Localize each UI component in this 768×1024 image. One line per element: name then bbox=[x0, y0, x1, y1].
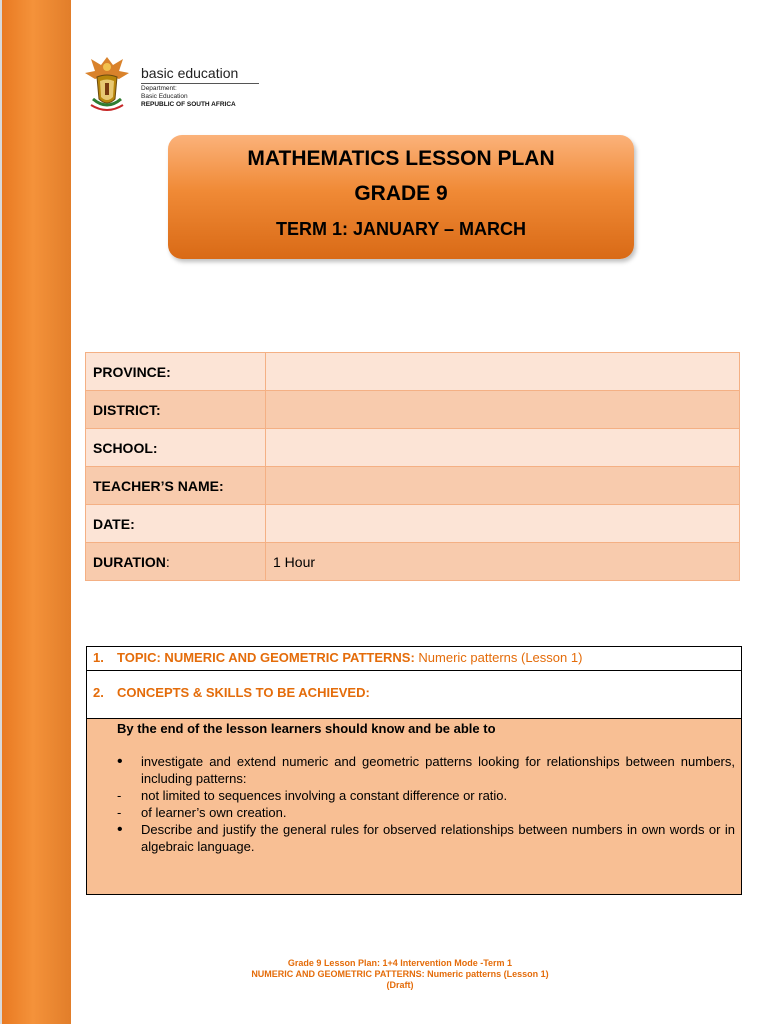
brand-subtitle-department: Department: bbox=[141, 85, 177, 92]
list-item-text: Describe and justify the general rules for observed relationships between numbers in own words or in algebraic language. bbox=[141, 822, 735, 854]
department-logo bbox=[83, 53, 263, 115]
topic-section bbox=[86, 646, 742, 895]
list-item bbox=[117, 804, 735, 821]
duration-value[interactable]: 1 Hour bbox=[266, 543, 740, 581]
coat-of-arms-icon bbox=[83, 53, 131, 115]
footer-line-3: (Draft) bbox=[386, 980, 414, 990]
brand-divider bbox=[141, 83, 259, 84]
concepts-intro: By the end of the lesson learners should know and be able to bbox=[117, 721, 496, 736]
list-item bbox=[117, 821, 735, 855]
teacher-name-label: TEACHER’S NAME: bbox=[86, 467, 266, 505]
list-item-text: investigate and extend numeric and geometric patterns looking for relationships between numbers, including patterns: bbox=[141, 754, 735, 786]
topic-number: 1. bbox=[93, 650, 104, 665]
lesson-info-table bbox=[85, 352, 740, 581]
list-item-text: not limited to sequences involving a constant difference or ratio. bbox=[141, 788, 508, 803]
table-row-date bbox=[86, 505, 740, 543]
bullet-marker: • bbox=[117, 821, 123, 838]
district-label: DISTRICT: bbox=[86, 391, 266, 429]
grade-title: GRADE 9 bbox=[354, 182, 448, 205]
topic-lesson: Numeric patterns (Lesson 1) bbox=[418, 650, 583, 665]
topic-row bbox=[87, 647, 741, 671]
duration-label: DURATION bbox=[93, 553, 166, 570]
page-footer bbox=[200, 958, 600, 991]
document-title: MATHEMATICS LESSON PLAN bbox=[247, 147, 555, 170]
concepts-heading: CONCEPTS & SKILLS TO BE ACHIEVED: bbox=[117, 685, 370, 700]
concepts-row bbox=[87, 671, 741, 719]
duration-colon: : bbox=[165, 553, 170, 570]
concepts-list bbox=[117, 753, 735, 855]
district-value[interactable] bbox=[266, 391, 740, 429]
dash-marker: - bbox=[117, 788, 122, 803]
concepts-content bbox=[87, 719, 741, 894]
brand-name: basic education bbox=[141, 65, 239, 81]
school-label: SCHOOL: bbox=[86, 429, 266, 467]
table-row-province bbox=[86, 353, 740, 391]
brand-subtitle-country: REPUBLIC OF SOUTH AFRICA bbox=[141, 101, 236, 108]
school-value[interactable] bbox=[266, 429, 740, 467]
teacher-name-value[interactable] bbox=[266, 467, 740, 505]
list-item-text: of learner’s own creation. bbox=[141, 805, 287, 820]
list-item bbox=[117, 753, 735, 787]
brand-subtitle-basic-education: Basic Education bbox=[141, 93, 188, 100]
bullet-marker: • bbox=[117, 753, 123, 770]
date-label: DATE: bbox=[86, 505, 266, 543]
table-row-duration bbox=[86, 543, 740, 581]
table-row-teacher bbox=[86, 467, 740, 505]
table-row-school bbox=[86, 429, 740, 467]
concepts-number: 2. bbox=[93, 685, 104, 700]
province-value[interactable] bbox=[266, 353, 740, 391]
title-banner bbox=[168, 135, 634, 259]
footer-line-2: NUMERIC AND GEOMETRIC PATTERNS: Numeric patterns (Lesson 1) bbox=[251, 969, 549, 979]
table-row-district bbox=[86, 391, 740, 429]
date-value[interactable] bbox=[266, 505, 740, 543]
term-title: TERM 1: JANUARY – MARCH bbox=[275, 219, 527, 239]
dash-marker: - bbox=[117, 805, 122, 820]
side-decorative-bar bbox=[0, 0, 71, 1024]
duration-label-cell bbox=[86, 543, 266, 581]
topic-heading: TOPIC: NUMERIC AND GEOMETRIC PATTERNS: bbox=[117, 650, 419, 665]
list-item bbox=[117, 787, 735, 804]
province-label: PROVINCE: bbox=[86, 353, 266, 391]
footer-line-1: Grade 9 Lesson Plan: 1+4 Intervention Mode -Term 1 bbox=[287, 958, 513, 968]
